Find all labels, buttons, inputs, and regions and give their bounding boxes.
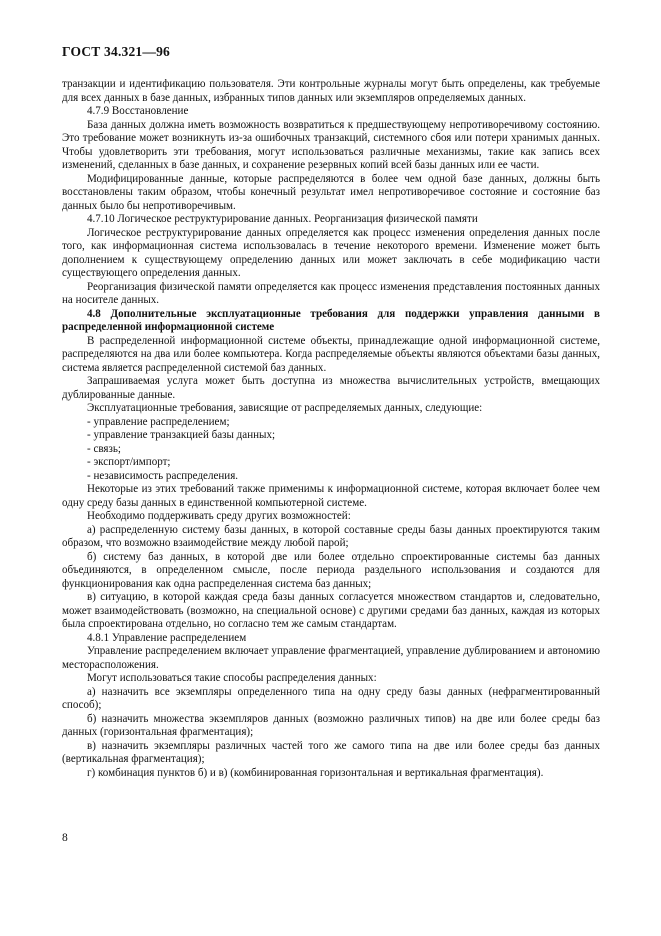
- list-item: - экспорт/импорт;: [87, 456, 171, 468]
- paragraph: транзакции и идентификацию пользователя. Эти контрольные журналы могут быть определены, как требуемые для всех данных в базе данных, избранных типов данных или экземпляров определяемых данных.: [62, 78, 600, 104]
- list-item: в) ситуацию, в которой каждая среда базы данных согласуется множеством стандартов и, следовательно, может взаимодействовать (возможно, на специальной основе) с другими средами баз данных, каждая из которых была спроектирована отдельно, но согласно тем же самым стандартам.: [62, 591, 600, 630]
- list-item: б) назначить множества экземпляров данных (возможно различных типов) на две или более среды баз данных (горизонтальная фрагментация);: [62, 712, 600, 738]
- paragraph: Управление распределением включает управление фрагментацией, управление дублированием и автономию месторасположения.: [62, 645, 600, 671]
- list-item: а) назначить все экземпляры определенного типа на одну среду базы данных (нефрагментированный способ);: [62, 685, 600, 711]
- paragraph: Необходимо поддерживать среду других возможностей:: [87, 510, 351, 522]
- list-item: - управление транзакцией базы данных;: [87, 429, 276, 441]
- section-heading-4-7-9: 4.7.9 Восстановление: [87, 105, 189, 117]
- paragraph: Запрашиваемая услуга может быть доступна из множества вычислительных устройств, вмещающих дублированные данные.: [62, 375, 600, 401]
- paragraph: В распределенной информационной системе объекты, принадлежащие одной информационной системе, распределяются на два или более компьютера. Когда распределяемые объекты являются объектами базы данных, система является распределенной системой баз данных.: [62, 334, 600, 374]
- list-item: - независимость распределения.: [87, 469, 239, 482]
- paragraph: База данных должна иметь возможность возвратиться к предшествующему непротиворечивому состоянию. Это требование может возникнуть из-за ошибочных транзакций, системного сбоя или потери хранимых данных. Чтобы удовлетворить эти требования, могут использоваться различные механизмы, такие как запись всех изменений, сделанных в базе данных, и сохранение резервных копий всей базы данных или ее части.: [62, 118, 600, 171]
- list-item: - связь;: [87, 442, 121, 455]
- list-item: г) комбинация пунктов б) и в) (комбинированная горизонтальная и вертикальная фрагментация).: [87, 766, 544, 779]
- paragraph: Логическое реструктурирование данных определяется как процесс изменения определения данных после того, как информационная система использовалась в течение некоторого времени. Изменение может быть дополнением к существующему определению данных или может заключать в себе модификацию части существующего определения данных.: [62, 226, 600, 279]
- list-item: в) назначить экземпляры различных частей того же самого типа на две или более среды баз данных (вертикальная фрагментация);: [62, 739, 600, 765]
- paragraph: Модифицированные данные, которые распределяются в более чем одной базе данных, должны быть восстановлены таким образом, чтобы конечный результат имел непротиворечивое состояние и состояние баз данных было бы непротиворечивым.: [62, 172, 600, 212]
- paragraph: Эксплуатационные требования, зависящие от распределяемых данных, следующие:: [87, 402, 483, 414]
- section-heading-4-8-1: 4.8.1 Управление распределением: [87, 631, 247, 644]
- page-number: 8: [62, 832, 68, 844]
- list-item: б) систему баз данных, в которой две или более отдельно спроектированные системы баз данных объединяются, в определенном смысле, после периода раздельного использования и создаются для функционирования как одна распределенная система баз данных;: [62, 550, 600, 590]
- section-heading-4-8: 4.8 Дополнительные эксплуатационные требования для поддержки управления данными в распределенной информационной системе: [62, 307, 600, 333]
- paragraph: Реорганизация физической памяти определяется как процесс изменения представления постоянных данных на носителе данных.: [62, 280, 600, 306]
- list-item: - управление распределением;: [87, 415, 230, 428]
- section-heading-4-7-10: 4.7.10 Логическое реструктурирование данных. Реорганизация физической памяти: [87, 213, 478, 225]
- paragraph: Некоторые из этих требований также применимы к информационной системе, которая включает более чем одну среду базы данных в единственной компьютерной системе.: [62, 483, 600, 509]
- document-header: ГОСТ 34.321—96: [62, 44, 170, 59]
- paragraph: Могут использоваться такие способы распределения данных:: [87, 672, 377, 684]
- list-item: а) распределенную систему базы данных, в которой составные среды базы данных проектируются таким образом, что возможно взаимодействие между любой парой;: [62, 523, 600, 549]
- document-body: [62, 78, 600, 780]
